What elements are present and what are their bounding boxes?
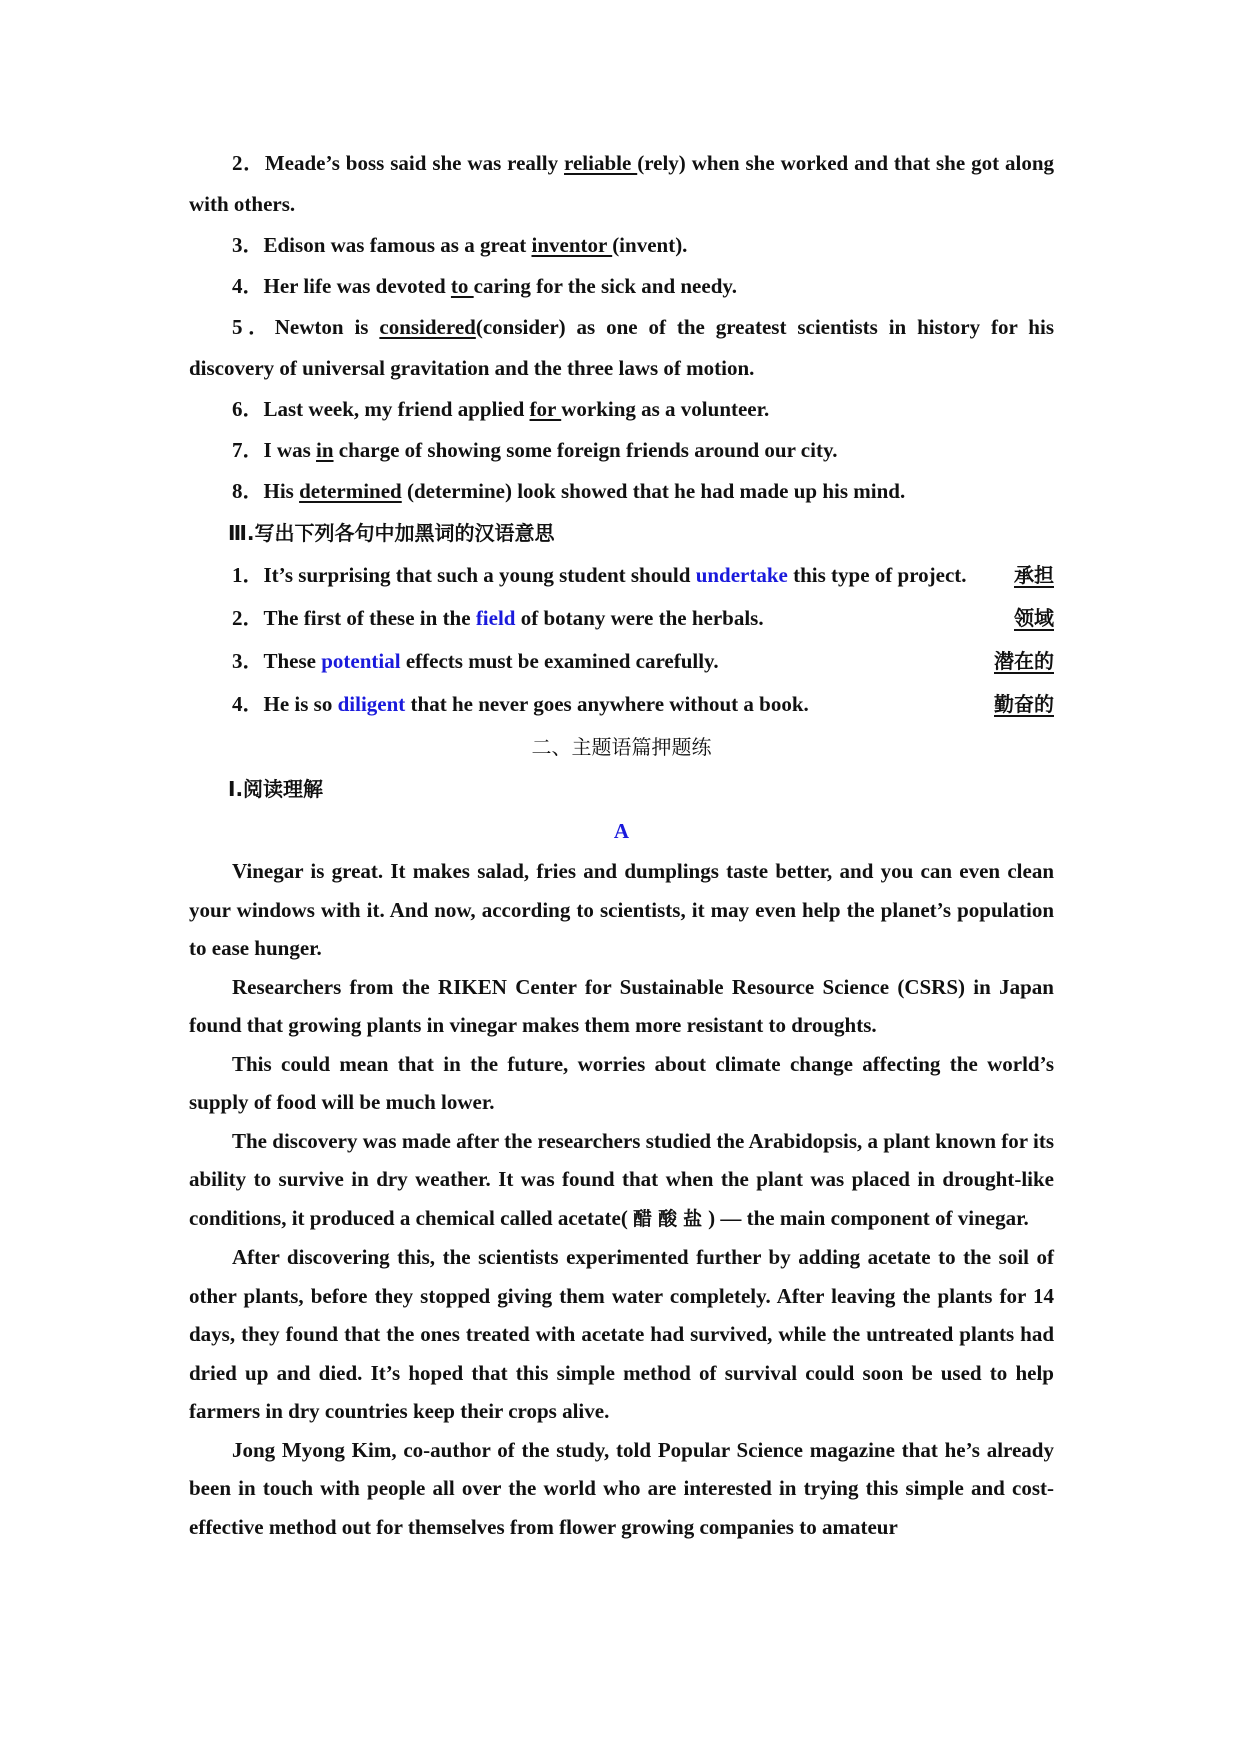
item-text: that he never goes anywhere without a book.: [405, 692, 809, 716]
item-number: 3．: [232, 649, 264, 673]
item-answer: reliable: [564, 151, 638, 175]
item-answer: inventor: [531, 233, 613, 257]
sub-heading: Ⅰ.阅读理解: [228, 777, 324, 801]
item-text: (rely) when she worked and that she got along with others.: [189, 151, 1055, 216]
item-text: It’s surprising that such a young student should: [263, 563, 696, 587]
fill-item-6: [189, 389, 1054, 430]
item-text: effects must be examined carefully.: [400, 649, 719, 673]
meaning-item-1: [189, 554, 1054, 597]
passage-paragraph-2: Researchers from the RIKEN Center for Sustainable Resource Science (CSRS) in Japan found that growing plants in vinegar makes them more resistant to droughts.: [189, 974, 1054, 1037]
item-text: (determine) look showed that he had made up his mind.: [401, 479, 906, 503]
meaning-answer: 潜在的: [994, 649, 1054, 673]
item-text: He is so: [263, 692, 338, 716]
item-number: 7．: [232, 438, 264, 462]
item-answer: determined: [299, 479, 402, 503]
passage-paragraph-3: This could mean that in the future, worries about climate change affecting the world’s supply of food will be much lower.: [189, 1051, 1054, 1114]
item-text: caring for the sick and needy.: [473, 274, 737, 298]
meaning-item-3: [189, 640, 1054, 683]
item-answer: considered: [379, 315, 476, 339]
item-number: 1．: [232, 563, 264, 587]
part-title: 二、主题语篇押题练: [531, 735, 712, 759]
item-text: (invent).: [612, 233, 688, 257]
item-answer: in: [316, 438, 334, 462]
meaning-sentence: [232, 683, 809, 726]
fill-item-4: [189, 266, 1054, 307]
paragraph-text: The discovery was made after the researchers studied the Arabidopsis, a plant known for its ability to survive in dry weather. It was found that when the plant was placed in drought-like conditions, it produced a chemical called acetate(: [189, 1128, 1054, 1230]
section-heading: Ⅲ.写出下列各句中加黑词的汉语意思: [228, 521, 555, 545]
item-answer: for: [529, 397, 562, 421]
paragraph-text: ) — the main component of vinegar.: [708, 1205, 1029, 1230]
item-text: These: [263, 649, 322, 673]
passage-paragraph-1: Vinegar is great. It makes salad, fries and dumplings taste better, and you can even clean your windows with it. And now, according to scientists, it may even help the planet’s population to ease hunger.: [189, 859, 1054, 960]
fill-item-5: [189, 307, 1054, 389]
fill-item-7: [189, 430, 1054, 471]
fill-item-3: [189, 225, 1054, 266]
key-word: diligent: [337, 692, 406, 716]
item-number: 8．: [232, 479, 264, 503]
meaning-answer: 领域: [1014, 606, 1054, 630]
item-number: 2．: [232, 151, 265, 175]
item-number: 2．: [232, 606, 264, 630]
item-text: of botany were the herbals.: [515, 606, 764, 630]
meaning-item-2: [189, 597, 1054, 640]
meaning-sentence: [232, 640, 719, 683]
key-word: potential: [321, 649, 401, 673]
item-number: 3．: [232, 233, 264, 257]
item-text: Newton is: [274, 315, 380, 339]
item-text: charge of showing some foreign friends around our city.: [333, 438, 838, 462]
item-text: His: [263, 479, 300, 503]
passage-paragraph-6: Jong Myong Kim, co-author of the study, told Popular Science magazine that he’s already been in touch with people all over the world who are interested in trying this simple and cost-effective method out for themselves from flower growing companies to amateur: [189, 1437, 1054, 1539]
item-text: The first of these in the: [263, 606, 476, 630]
chinese-gloss: 醋酸盐: [633, 1207, 709, 1230]
fill-item-2: [189, 143, 1054, 225]
item-text: this type of project.: [787, 563, 967, 587]
document-page: [189, 143, 1054, 1546]
item-number: 4．: [232, 274, 264, 298]
item-number: 5．: [232, 315, 275, 339]
passage-label: A: [613, 819, 630, 843]
item-text: (consider) as one of the greatest scientists in history for his discovery of universal gravitation and the three laws of motion.: [189, 315, 1054, 380]
passage-paragraph-5: After discovering this, the scientists experimented further by adding acetate to the soil of other plants, before they stopped giving them water completely. After leaving the plants for 14 days, they found that the ones treated with acetate had survived, while the untreated plants had dried up and died. It’s hoped that this simple method of survival could soon be used to help farmers in dry countries keep their crops alive.: [189, 1245, 1054, 1423]
fill-item-8: [189, 471, 1054, 512]
item-text: I was: [263, 438, 317, 462]
item-text: Her life was devoted: [263, 274, 451, 298]
item-number: 6．: [232, 397, 264, 421]
item-text: Edison was famous as a great: [263, 233, 532, 257]
item-text: working as a volunteer.: [561, 397, 770, 421]
key-word: field: [475, 606, 516, 630]
meaning-answer: 勤奋的: [994, 692, 1054, 716]
meaning-sentence: [232, 554, 967, 597]
item-text: Last week, my friend applied: [263, 397, 530, 421]
meaning-sentence: [232, 597, 764, 640]
item-number: 4．: [232, 692, 264, 716]
passage-paragraph-4: [189, 1122, 1054, 1239]
key-word: undertake: [695, 563, 788, 587]
meaning-answer: 承担: [1014, 563, 1054, 587]
item-text: Meade’s boss said she was really: [264, 151, 565, 175]
item-answer: to: [450, 274, 474, 298]
meaning-item-4: [189, 683, 1054, 726]
